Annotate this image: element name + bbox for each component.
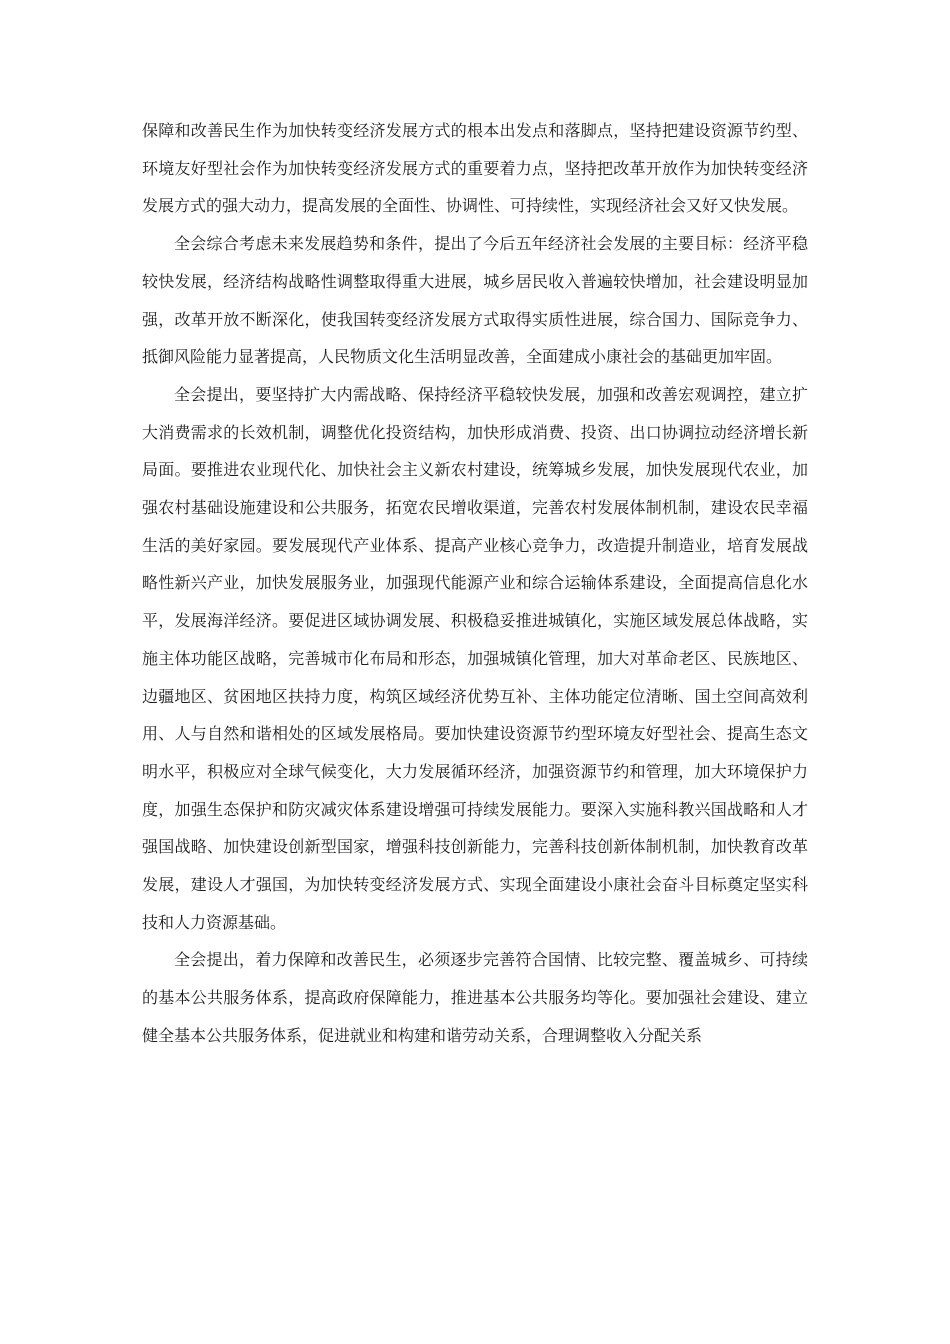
document-body: [142, 112, 808, 1055]
paragraph-2: 全会综合考虑未来发展趋势和条件，提出了今后五年经济社会发展的主要目标：经济平稳较快发展，经济结构战略性调整取得重大进展，城乡居民收入普遍较快增加，社会建设明显加强，改革开放不断深化，使我国转变经济发展方式取得实质性进展，综合国力、国际竞争力、抵御风险能力显著提高，人民物质文化生活明显改善，全面建成小康社会的基础更加牢固。: [142, 234, 808, 367]
paragraph-1: 保障和改善民生作为加快转变经济发展方式的根本出发点和落脚点，坚持把建设资源节约型、环境友好型社会作为加快转变经济发展方式的重要着力点，坚持把改革开放作为加快转变经济发展方式的强大动力，提高发展的全面性、协调性、可持续性，实现经济社会又好又快发展。: [142, 121, 808, 216]
paragraph-3: 全会提出，要坚持扩大内需战略、保持经济平稳较快发展，加强和改善宏观调控，建立扩大消费需求的长效机制，调整优化投资结构，加快形成消费、投资、出口协调拉动经济增长新局面。要推进农业现代化、加快社会主义新农村建设，统筹城乡发展，加快发展现代农业，加强农村基础设施建设和公共服务，拓宽农民增收渠道，完善农村发展体制机制，建设农民幸福生活的美好家园。要发展现代产业体系、提高产业核心竞争力，改造提升制造业，培育发展战略性新兴产业，加快发展服务业，加强现代能源产业和综合运输体系建设，全面提高信息化水平，发展海洋经济。要促进区域协调发展、积极稳妥推进城镇化，实施区域发展总体战略，实施主体功能区战略，完善城市化布局和形态，加强城镇化管理，加大对革命老区、民族地区、边疆地区、贫困地区扶持力度，构筑区域经济优势互补、主体功能定位清晰、国土空间高效利用、人与自然和谐相处的区域发展格局。要加快建设资源节约型环境友好型社会、提高生态文明水平，积极应对全球气候变化，大力发展循环经济，加强资源节约和管理，加大环境保护力度，加强生态保护和防灾减灾体系建设增强可持续发展能力。要深入实施科教兴国战略和人才强国战略、加快建设创新型国家，增强科技创新能力，完善科技创新体制机制，加快教育改革发展，建设人才强国，为加快转变经济发展方式、实现全面建设小康社会奋斗目标奠定坚实科技和人力资源基础。: [142, 384, 808, 932]
paragraph-4: 全会提出，着力保障和改善民生，必须逐步完善符合国情、比较完整、覆盖城乡、可持续的基本公共服务体系，提高政府保障能力，推进基本公共服务均等化。要加强社会建设、建立健全基本公共服务体系，促进就业和构建和谐劳动关系，合理调整收入分配关系: [142, 950, 808, 1045]
